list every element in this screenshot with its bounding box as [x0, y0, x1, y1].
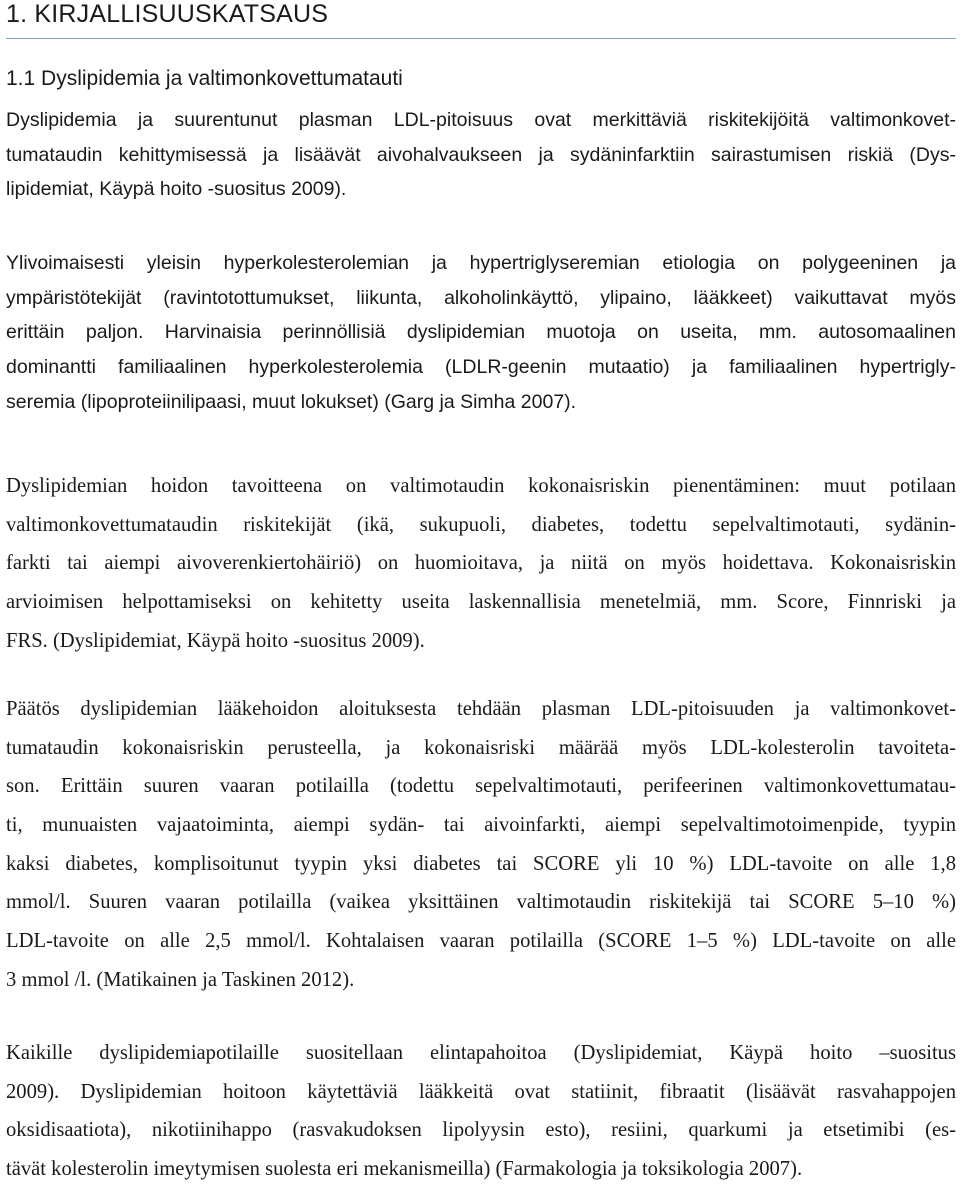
paragraph-treatment-goal	[6, 467, 956, 660]
paragraph-line: ti, munuaisten vajaatoiminta, aiempi sydän- tai aivoinfarkti, aiempi sepelvaltimotoimenpide, tyypin	[6, 814, 956, 837]
paragraph-line: FRS. (Dyslipidemiat, Käypä hoito -suositus 2009).	[6, 629, 425, 652]
paragraph-line: mmol/l. Suuren vaaran potilailla (vaikea yksittäinen valtimotaudin riskitekijä tai SCORE 5–10 %)	[6, 891, 956, 914]
paragraph-line: Dyslipidemia ja suurentunut plasman LDL-pitoisuus ovat merkittäviä riskitekijöitä valtimonkovet-	[6, 109, 956, 131]
paragraph-line: lipidemiat, Käypä hoito -suositus 2009).	[6, 178, 347, 201]
paragraph-line: kaksi diabetes, komplisoitunut tyypin yksi diabetes tai SCORE yli 10 %) LDL-tavoite on alle 1,8	[6, 852, 956, 875]
paragraph-line: tumataudin kokonaisriskin perusteella, ja kokonaisriski määrää myös LDL-kolesterolin tavoiteta-	[6, 736, 956, 759]
paragraph-etiology	[6, 246, 956, 419]
chapter-title: 1. KIRJALLISUUSKATSAUS	[6, 0, 329, 28]
paragraph-ldl-targets	[6, 690, 956, 1000]
paragraph-line: Ylivoimaisesti yleisin hyperkolesterolemian ja hypertriglyseremian etiologia on polygeeninen ja	[6, 252, 956, 274]
paragraph-line: tävät kolesterolin imeytymisen suolesta eri mekanismeilla) (Farmakologia ja toksikologia 2007).	[6, 1158, 803, 1181]
paragraph-line: oksidisaatiota), nikotiinihappo (rasvakudoksen lipolyysin esto), resiini, quarkumi ja etsetimibi (es-	[6, 1119, 956, 1142]
paragraph-line: Kaikille dyslipidemiapotilaille suositellaan elintapahoitoa (Dyslipidemiat, Käypä hoito –suositus	[6, 1042, 956, 1064]
section-title: 1.1 Dyslipidemia ja valtimonkovettumatauti	[6, 67, 403, 90]
paragraph-line: arvioimisen helpottamiseksi on kehitetty useita laskennallisia menetelmiä, mm. Score, Finnriski ja	[6, 591, 956, 614]
paragraph-line: farkti tai aiempi aivoverenkiertohäiriö) on huomioitava, ja niitä on myös hoidettava. Kokonaisriskin	[6, 552, 956, 575]
paragraph-dyslipidemia-intro	[6, 103, 956, 207]
paragraph-line: 2009). Dyslipidemian hoitoon käytettäviä lääkkeitä ovat statiinit, fibraatit (lisäävät rasvahappojen	[6, 1080, 956, 1103]
paragraph-line: Dyslipidemian hoidon tavoitteena on valtimotaudin kokonaisriskin pienentäminen: muut potilaan	[6, 475, 956, 497]
paragraph-line: LDL-tavoite on alle 2,5 mmol/l. Kohtalaisen vaaran potilailla (SCORE 1–5 %) LDL-tavoite on alle	[6, 930, 956, 953]
paragraph-line: ympäristötekijät (ravintotottumukset, liikunta, alkoholinkäyttö, ylipaino, lääkkeet) vaikuttavat myös	[6, 286, 956, 309]
paragraph-line: 3 mmol /l. (Matikainen ja Taskinen 2012).	[6, 968, 355, 991]
paragraph-line: Päätös dyslipidemian lääkehoidon aloituksesta tehdään plasman LDL-pitoisuuden ja valtimonkovet-	[6, 698, 956, 720]
paragraph-line: erittäin paljon. Harvinaisia perinnöllisiä dyslipidemian muotoja on useita, mm. autosomaalinen	[6, 321, 956, 344]
paragraph-line: son. Erittäin suuren vaaran potilailla (todettu sepelvaltimotauti, perifeerinen valtimonkovettumatau-	[6, 775, 956, 798]
paragraph-line: dominantti familiaalinen hyperkolesterolemia (LDLR-geenin mutaatio) ja familiaalinen hypertrigly-	[6, 356, 956, 379]
chapter-divider	[6, 38, 956, 39]
paragraph-line: valtimonkovettumataudin riskitekijät (ikä, sukupuoli, diabetes, todettu sepelvaltimotauti, sydänin-	[6, 513, 956, 536]
paragraph-line: tumataudin kehittymisessä ja lisäävät aivohalvaukseen ja sydäninfarktiin sairastumisen riskiä (Dys-	[6, 143, 956, 166]
paragraph-lifestyle-drugs	[6, 1034, 956, 1189]
paragraph-line: seremia (lipoproteiinilipaasi, muut lokukset) (Garg ja Simha 2007).	[6, 390, 577, 413]
